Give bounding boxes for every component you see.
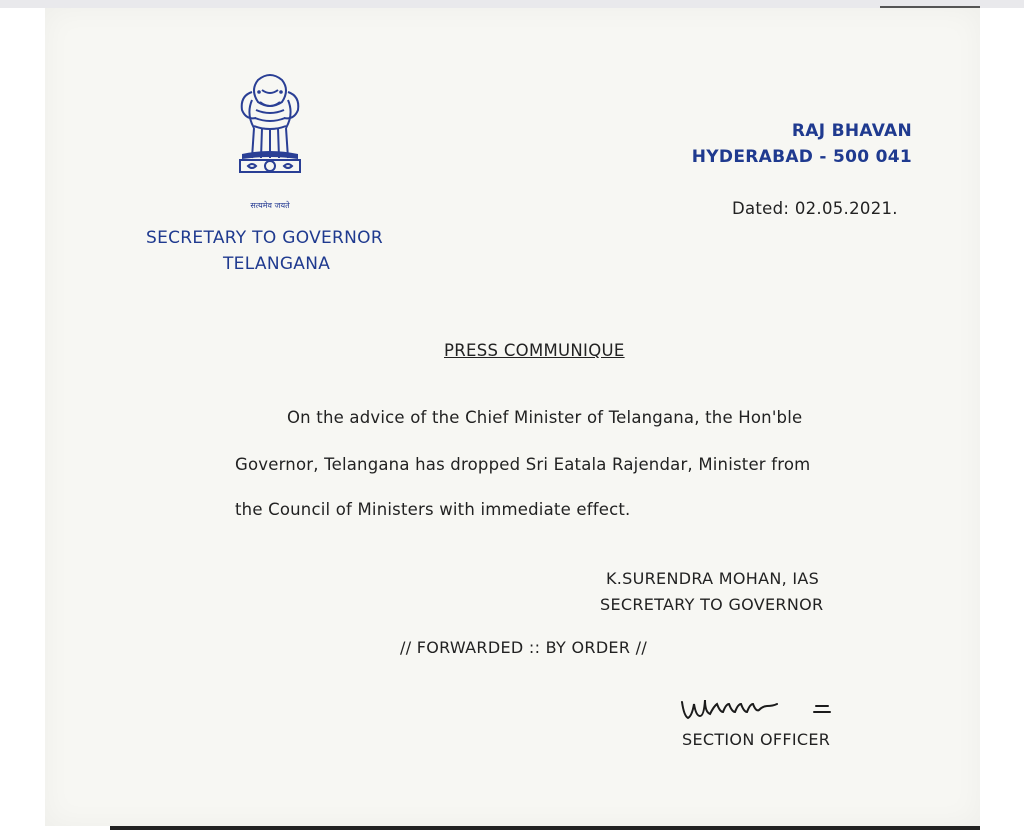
office-title-line2: TELANGANA [223,254,331,274]
emblem-motto: सत्यमेव जयते [250,201,290,210]
address-line2: HYDERABAD - 500 041 [691,147,912,167]
signatory-name: K.SURENDRA MOHAN, IAS [606,569,820,588]
handwritten-signature-icon [676,692,846,728]
body-line-2: Governor, Telangana has dropped Sri Eatala Rajendar, Minister from [235,455,811,474]
date-line: Dated: 02.05.2021. [732,199,898,218]
forwarded-line: // FORWARDED :: BY ORDER // [400,638,648,657]
body-line-1: On the advice of the Chief Minister of Telangana, the Hon'ble [287,408,803,427]
bottom-edge [110,826,980,830]
national-emblem-icon [222,70,318,220]
office-title-line1: SECRETARY TO GOVERNOR [146,228,383,248]
address-line1: RAJ BHAVAN [791,121,912,141]
top-strip [0,0,1024,8]
section-officer-label: SECTION OFFICER [682,730,831,749]
signatory-designation: SECRETARY TO GOVERNOR [600,595,824,614]
body-line-3: the Council of Ministers with immediate effect. [235,500,631,519]
signatory-block [600,566,823,618]
office-title [146,225,436,277]
address-block [692,118,912,170]
document-heading: PRESS COMMUNIQUE [444,341,625,360]
